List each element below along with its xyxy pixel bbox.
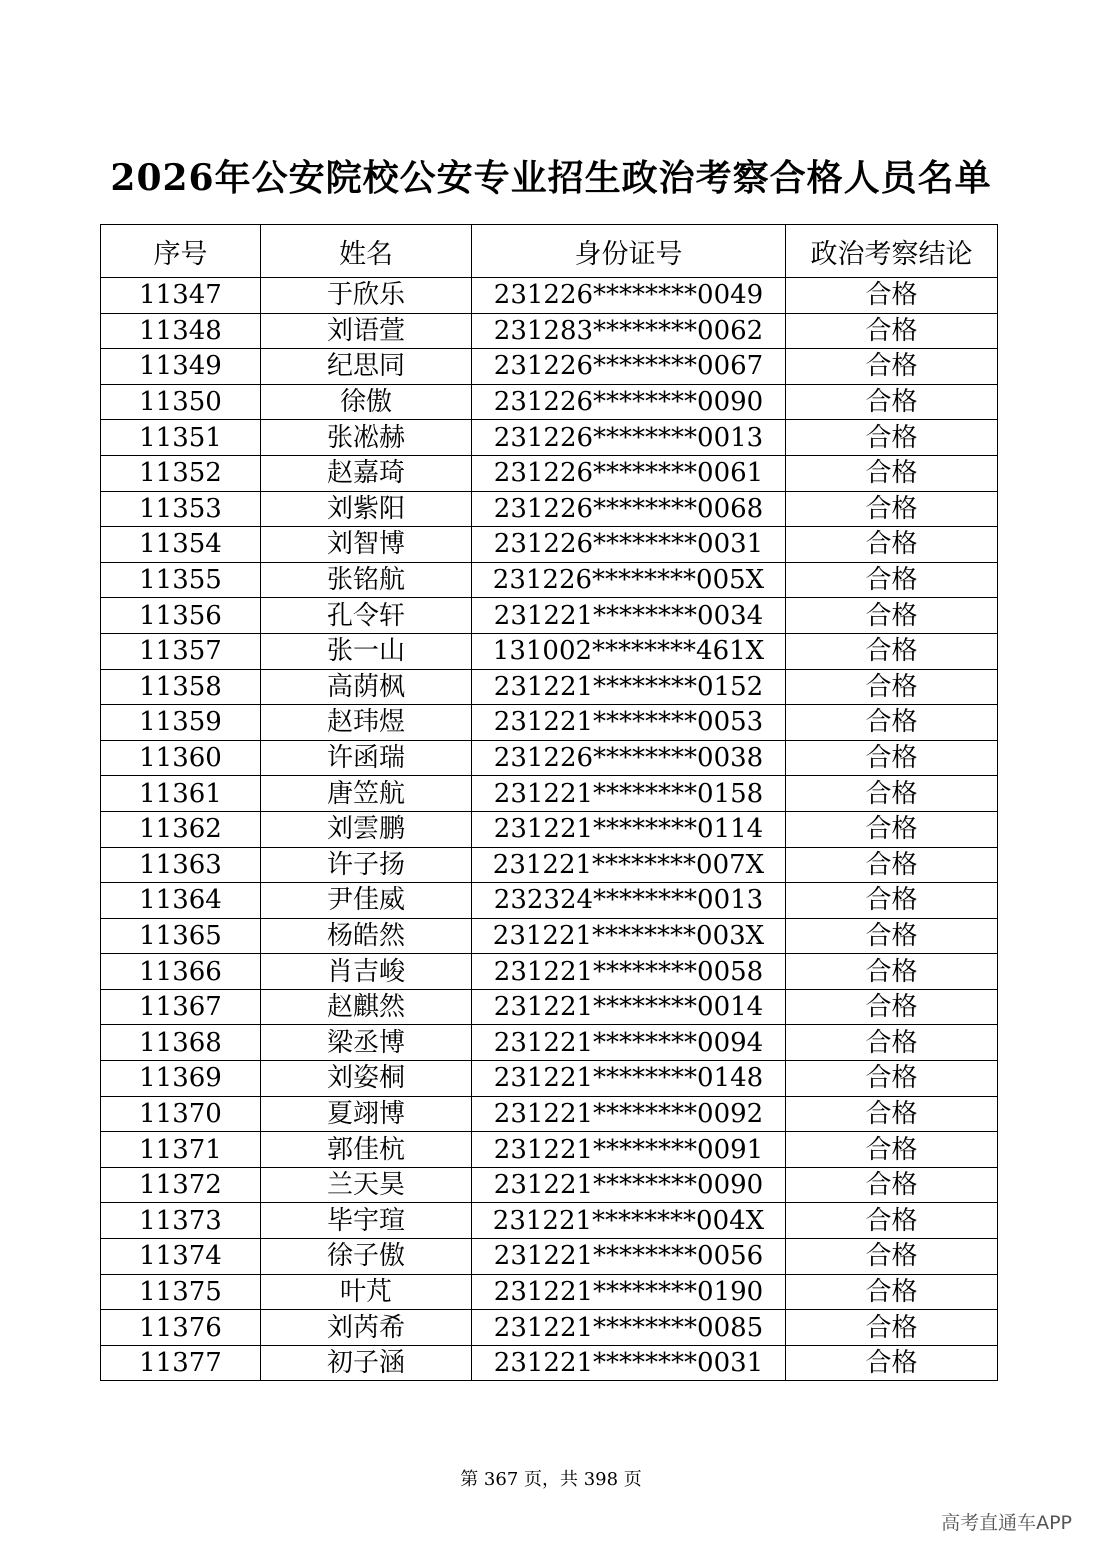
cell-seq: 11359: [101, 705, 261, 741]
cell-name: 张一山: [261, 633, 472, 669]
cell-seq: 11349: [101, 349, 261, 385]
table-row: [101, 562, 998, 598]
cell-result: 合格: [786, 1096, 998, 1132]
cell-result: 合格: [786, 1345, 998, 1381]
cell-id: 231221********0053: [472, 705, 786, 741]
cell-name: 梁丞博: [261, 1025, 472, 1061]
cell-result: 合格: [786, 705, 998, 741]
cell-name: 杨皓然: [261, 918, 472, 954]
cell-name: 夏翊博: [261, 1096, 472, 1132]
table-row: [101, 491, 998, 527]
cell-id: 231221********0158: [472, 776, 786, 812]
cell-id: 231226********0090: [472, 384, 786, 420]
cell-result: 合格: [786, 740, 998, 776]
cell-name: 赵玮煜: [261, 705, 472, 741]
cell-result: 合格: [786, 811, 998, 847]
cell-result: 合格: [786, 562, 998, 598]
cell-name: 郭佳杭: [261, 1132, 472, 1168]
cell-result: 合格: [786, 1132, 998, 1168]
cell-name: 徐子傲: [261, 1239, 472, 1275]
header-name: 姓名: [261, 225, 472, 278]
cell-id: 231221********0085: [472, 1310, 786, 1346]
cell-name: 刘芮希: [261, 1310, 472, 1346]
cell-id: 231226********0061: [472, 455, 786, 491]
cell-result: 合格: [786, 455, 998, 491]
cell-seq: 11369: [101, 1061, 261, 1097]
table-row: [101, 1096, 998, 1132]
cell-id: 231221********0058: [472, 954, 786, 990]
cell-seq: 11360: [101, 740, 261, 776]
cell-seq: 11353: [101, 491, 261, 527]
cell-name: 赵麒然: [261, 989, 472, 1025]
table-row: [101, 954, 998, 990]
cell-name: 兰天昊: [261, 1167, 472, 1203]
cell-seq: 11361: [101, 776, 261, 812]
table-row: [101, 776, 998, 812]
table-row: [101, 1203, 998, 1239]
table-row: [101, 384, 998, 420]
table-row: [101, 811, 998, 847]
cell-seq: 11356: [101, 598, 261, 634]
cell-result: 合格: [786, 1239, 998, 1275]
cell-name: 尹佳威: [261, 883, 472, 919]
cell-seq: 11366: [101, 954, 261, 990]
table-row: [101, 598, 998, 634]
cell-seq: 11371: [101, 1132, 261, 1168]
cell-name: 徐傲: [261, 384, 472, 420]
cell-name: 赵嘉琦: [261, 455, 472, 491]
cell-seq: 11375: [101, 1274, 261, 1310]
watermark: 高考直通车APP: [941, 1512, 1072, 1534]
cell-name: 肖吉峻: [261, 954, 472, 990]
table-row: [101, 1132, 998, 1168]
cell-result: 合格: [786, 1203, 998, 1239]
cell-result: 合格: [786, 883, 998, 919]
table-row: [101, 989, 998, 1025]
cell-name: 于欣乐: [261, 278, 472, 314]
table-row: [101, 313, 998, 349]
cell-result: 合格: [786, 420, 998, 456]
cell-id: 231221********0090: [472, 1167, 786, 1203]
cell-id: 231221********004X: [472, 1203, 786, 1239]
cell-name: 张凇赫: [261, 420, 472, 456]
cell-seq: 11351: [101, 420, 261, 456]
cell-result: 合格: [786, 598, 998, 634]
cell-name: 叶芃: [261, 1274, 472, 1310]
cell-seq: 11376: [101, 1310, 261, 1346]
table-row: [101, 527, 998, 563]
page-title: 2026年公安院校公安专业招生政治考察合格人员名单: [110, 157, 992, 199]
cell-id: 231221********0092: [472, 1096, 786, 1132]
table-row: [101, 847, 998, 883]
cell-id: 231221********0056: [472, 1239, 786, 1275]
cell-seq: 11373: [101, 1203, 261, 1239]
cell-result: 合格: [786, 847, 998, 883]
table-row: [101, 1310, 998, 1346]
cell-result: 合格: [786, 918, 998, 954]
cell-id: 231221********0152: [472, 669, 786, 705]
cell-id: 231226********0068: [472, 491, 786, 527]
cell-id: 232324********0013: [472, 883, 786, 919]
table-body: [101, 278, 998, 1381]
cell-name: 刘智博: [261, 527, 472, 563]
cell-id: 231221********0034: [472, 598, 786, 634]
cell-id: 231221********0094: [472, 1025, 786, 1061]
cell-seq: 11352: [101, 455, 261, 491]
cell-id: 231221********0190: [472, 1274, 786, 1310]
cell-result: 合格: [786, 954, 998, 990]
table-row: [101, 883, 998, 919]
cell-id: 231226********0038: [472, 740, 786, 776]
table-row: [101, 918, 998, 954]
cell-name: 刘语萱: [261, 313, 472, 349]
table-row: [101, 633, 998, 669]
cell-id: 231221********0014: [472, 989, 786, 1025]
cell-name: 毕宇瑄: [261, 1203, 472, 1239]
cell-result: 合格: [786, 989, 998, 1025]
cell-seq: 11368: [101, 1025, 261, 1061]
cell-id: 231226********005X: [472, 562, 786, 598]
cell-seq: 11357: [101, 633, 261, 669]
cell-id: 231221********003X: [472, 918, 786, 954]
cell-id: 131002********461X: [472, 633, 786, 669]
cell-seq: 11370: [101, 1096, 261, 1132]
cell-seq: 11364: [101, 883, 261, 919]
cell-result: 合格: [786, 349, 998, 385]
cell-name: 许子扬: [261, 847, 472, 883]
cell-seq: 11374: [101, 1239, 261, 1275]
header-seq: 序号: [101, 225, 261, 278]
cell-name: 刘雲鹏: [261, 811, 472, 847]
cell-name: 刘紫阳: [261, 491, 472, 527]
cell-seq: 11350: [101, 384, 261, 420]
cell-result: 合格: [786, 1167, 998, 1203]
header-result: 政治考察结论: [786, 225, 998, 278]
cell-id: 231226********0031: [472, 527, 786, 563]
cell-id: 231226********0049: [472, 278, 786, 314]
cell-id: 231226********0013: [472, 420, 786, 456]
cell-seq: 11372: [101, 1167, 261, 1203]
table-row: [101, 1061, 998, 1097]
cell-name: 刘姿桐: [261, 1061, 472, 1097]
cell-name: 孔令轩: [261, 598, 472, 634]
cell-name: 初子涵: [261, 1345, 472, 1381]
cell-id: 231283********0062: [472, 313, 786, 349]
table-row: [101, 1274, 998, 1310]
cell-id: 231221********0031: [472, 1345, 786, 1381]
table-header-row: [101, 225, 998, 278]
table-row: [101, 669, 998, 705]
cell-name: 高荫枫: [261, 669, 472, 705]
cell-result: 合格: [786, 633, 998, 669]
table-row: [101, 349, 998, 385]
cell-seq: 11355: [101, 562, 261, 598]
header-id: 身份证号: [472, 225, 786, 278]
cell-seq: 11358: [101, 669, 261, 705]
cell-id: 231221********0091: [472, 1132, 786, 1168]
cell-seq: 11354: [101, 527, 261, 563]
cell-id: 231226********0067: [472, 349, 786, 385]
cell-seq: 11362: [101, 811, 261, 847]
table-row: [101, 455, 998, 491]
table-row: [101, 278, 998, 314]
table-row: [101, 1167, 998, 1203]
cell-result: 合格: [786, 776, 998, 812]
candidate-table: [100, 224, 998, 1381]
cell-name: 纪思同: [261, 349, 472, 385]
cell-id: 231221********007X: [472, 847, 786, 883]
cell-result: 合格: [786, 313, 998, 349]
page-number: 第 367 页，共 398 页: [460, 1469, 642, 1490]
cell-result: 合格: [786, 527, 998, 563]
cell-id: 231221********0148: [472, 1061, 786, 1097]
table-row: [101, 420, 998, 456]
table-row: [101, 740, 998, 776]
cell-seq: 11347: [101, 278, 261, 314]
table-row: [101, 705, 998, 741]
table-row: [101, 1025, 998, 1061]
cell-result: 合格: [786, 1310, 998, 1346]
cell-result: 合格: [786, 491, 998, 527]
cell-seq: 11363: [101, 847, 261, 883]
cell-name: 许函瑞: [261, 740, 472, 776]
cell-seq: 11348: [101, 313, 261, 349]
cell-seq: 11377: [101, 1345, 261, 1381]
cell-result: 合格: [786, 1061, 998, 1097]
cell-id: 231221********0114: [472, 811, 786, 847]
cell-seq: 11367: [101, 989, 261, 1025]
cell-seq: 11365: [101, 918, 261, 954]
cell-name: 张铭航: [261, 562, 472, 598]
cell-result: 合格: [786, 1025, 998, 1061]
cell-name: 唐笠航: [261, 776, 472, 812]
table-row: [101, 1239, 998, 1275]
cell-result: 合格: [786, 669, 998, 705]
cell-result: 合格: [786, 1274, 998, 1310]
table-row: [101, 1345, 998, 1381]
cell-result: 合格: [786, 278, 998, 314]
cell-result: 合格: [786, 384, 998, 420]
